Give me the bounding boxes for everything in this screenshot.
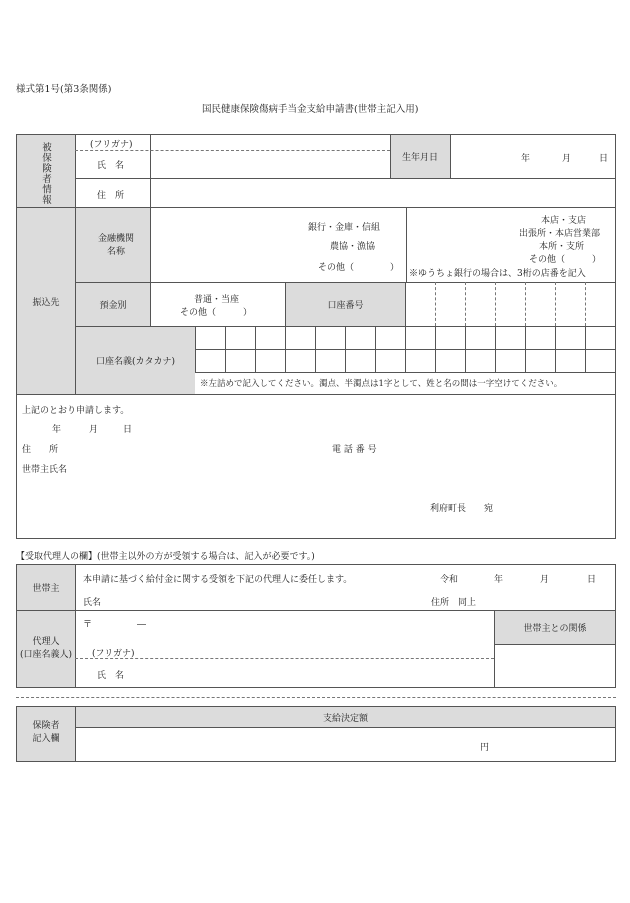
application-day: 日 (123, 425, 133, 435)
agent-name-input[interactable] (130, 660, 490, 686)
relationship-label-cell (495, 611, 615, 644)
furigana-input[interactable] (151, 135, 389, 149)
branch-type-3[interactable]: 本所・支所 (539, 242, 585, 252)
application-statement: 上記のとおり申請します。 (22, 406, 130, 416)
branch-type-1[interactable]: 本店・支店 (541, 216, 587, 226)
yen-unit: 円 (480, 743, 490, 753)
agent-address-input[interactable] (76, 611, 494, 643)
relationship-input[interactable] (495, 645, 615, 687)
householder-name-field-label: 氏名 (83, 598, 102, 608)
address-input[interactable] (151, 179, 615, 206)
addressee: 利府町長 宛 (430, 504, 494, 514)
amount-label: 支給決定額 (322, 713, 368, 724)
application-year: 年 (52, 425, 62, 435)
account-number-label: 口座番号 (327, 301, 364, 311)
deposit-type-1[interactable]: 普通・当座 (194, 295, 240, 305)
institution-label: 金融機関 名称 (98, 234, 135, 257)
delegation-month: 月 (540, 575, 550, 585)
delegation-day: 日 (587, 575, 597, 585)
relationship-label: 世帯主との関係 (523, 624, 587, 634)
proxy-heading: 【受取代理人の欄】(世帯主以外の方が受領する場合は、記入が必要です。) (16, 552, 315, 562)
agent-furigana-label: (フリガナ) (92, 649, 135, 659)
account-name-label-cell (76, 327, 195, 394)
delegation-text: 本申請に基づく給付金に関する受領を下記の代理人に委任します。 (83, 575, 353, 585)
yucho-note: ※ゆうちょ銀行の場合は、3桁の店番を記入 (409, 269, 586, 279)
bank-type-2[interactable]: 農協・漁協 (330, 242, 376, 252)
householder-label-cell (17, 565, 75, 610)
birth-day: 日 (599, 154, 609, 164)
transfer-section-label-cell (17, 208, 75, 394)
delegation-era: 令和 (440, 575, 459, 585)
form-number: 様式第1号(第3条関係) (16, 84, 112, 95)
amount-input[interactable] (76, 728, 615, 761)
insured-section-label: 被保険者情報 (40, 142, 51, 205)
account-number-input[interactable] (406, 283, 615, 326)
householder-name-label: 世帯主氏名 (22, 465, 68, 475)
branch-type-4[interactable]: その他（ ） (529, 255, 602, 265)
deposit-type-label-cell (76, 283, 150, 326)
account-name-label: 口座名義(カタカナ) (95, 357, 176, 367)
agent-label: 代理人 (口座名義人) (19, 637, 73, 660)
account-number-label-cell (286, 283, 405, 326)
deposit-type-2[interactable]: その他（ ） (180, 308, 253, 318)
bank-type-3[interactable]: その他（ ） (318, 263, 400, 273)
separator-line (16, 697, 616, 698)
birth-month: 月 (562, 154, 572, 164)
furigana-label: (フリガナ) (90, 140, 133, 150)
form-title: 国民健康保険傷病手当金支給申請書(世帯主記入用) (202, 104, 419, 115)
birthdate-input[interactable] (451, 135, 615, 178)
postal-code-mark: 〒 ― (83, 620, 147, 630)
branch-type-2[interactable]: 出張所・本店営業部 (519, 229, 601, 239)
deposit-type-label: 預金別 (99, 301, 127, 311)
application-month: 月 (89, 425, 99, 435)
birth-year: 年 (521, 154, 531, 164)
name-label: 氏 名 (97, 161, 125, 171)
birthdate-label-cell (390, 135, 450, 178)
applicant-address-label: 住 所 (22, 445, 59, 455)
householder-label: 世帯主 (32, 584, 60, 594)
account-name-note: ※左詰めで記入してください。濁点、半濁点は1字として、姓と名の間は一字空けてください。 (200, 379, 563, 389)
birthdate-label: 生年月日 (401, 153, 438, 163)
transfer-section-label: 振込先 (32, 297, 60, 308)
applicant-phone-label: 電 話 番 号 (332, 445, 377, 455)
name-input[interactable] (151, 151, 389, 177)
amount-label-cell (76, 707, 615, 727)
address-label: 住 所 (97, 191, 125, 201)
delegation-year: 年 (494, 575, 504, 585)
bank-type-1[interactable]: 銀行・金庫・信組 (308, 223, 381, 233)
insurer-label: 保険者 記入欄 (32, 721, 60, 744)
agent-name-label: 氏 名 (97, 671, 125, 681)
householder-address-same: 住所 同上 (431, 598, 477, 608)
